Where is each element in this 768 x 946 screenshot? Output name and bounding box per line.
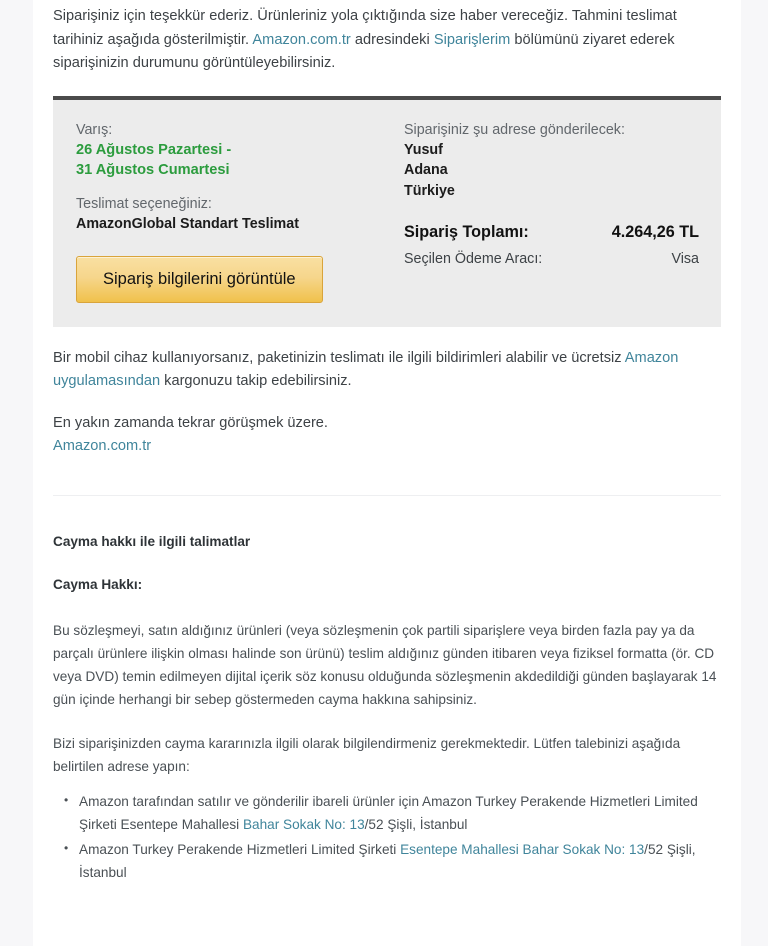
legal-address-list [53,790,721,884]
ship-to-name: Yusuf [404,141,443,158]
closing-line: En yakın zamanda tekrar görüşmek üzere. [53,414,328,431]
legal-paragraph-2: Bizi siparişinizden cayma kararınızla ilgili olarak bilgilendirmeniz gerekmektedir. Lütfen talebinizi aşağıda belirtilen adrese yapın: [53,735,681,774]
list-item [79,838,721,884]
ship-to-city: Adana [404,162,448,178]
bullet-0-post: /52 Şişli, İstanbul [364,816,468,832]
payment-method-row [404,251,699,267]
bullet-1-post: /52 Şişli, İstanbul [79,841,696,880]
email-body [33,0,741,946]
list-item [79,790,721,836]
bullet-1-pre: Amazon Turkey Perakende Hizmetleri Limited Şirketi [79,841,401,857]
my-orders-link[interactable]: Siparişlerim [433,31,511,48]
arrival-label: Varış: [76,121,113,138]
amazon-footer-link[interactable]: Amazon.com.tr [53,438,152,454]
bullet-0-pre: Amazon tarafından satılır ve gönderilir ibareli ürünler için Amazon Turkey Perakende Hizmetleri Limited Şirketi Esentepe Mahallesi [79,793,698,832]
mobile-note-part2: kargonuzu takip edebilirsiniz. [160,373,352,389]
payment-method-value: Visa [671,251,699,267]
payment-method-label: Seçilen Ödeme Aracı: [404,251,543,267]
order-total-row [404,223,699,242]
delivery-summary-box [53,96,721,327]
order-total-value: 4.264,26 TL [611,223,699,241]
shipping-option-label: Teslimat seçeneğiniz: [76,195,212,212]
amazon-home-link[interactable]: Amazon.com.tr [252,31,351,48]
arrival-date-line-1: 26 Ağustos Pazartesi - [76,141,232,158]
intro-text-part1: Siparişiniz için teşekkür ederiz. Ürünleriniz yola çıktığında size haber vereceğiz. Tahmini teslimat tarihiniz aşağıda gösterilmiştir. [53,8,677,48]
ship-to-country: Türkiye [404,182,455,199]
mobile-note-part1: Bir mobil cihaz kullanıyorsanız, paketinizin teslimatı ile ilgili bildirimleri alabilir ve ücretsiz [53,349,625,366]
ship-to-label: Siparişiniz şu adrese gönderilecek: [404,121,625,138]
bullet-1-address-link[interactable]: Esentepe Mahallesi Bahar Sokak No: 13 [400,841,645,857]
amazon-app-link[interactable]: Amazon uygulamasından [53,349,679,389]
intro-text-part3: bölümünü ziyaret ederek siparişinizin durumunu görüntüleyebilirsiniz. [53,31,675,71]
legal-section-heading: Cayma hakkı ile ilgili talimatlar [53,533,251,549]
intro-text-part2: adresindeki [350,31,434,48]
legal-paragraph-1: Bu sözleşmeyi, satın aldığınız ürünleri (veya sözleşmenin çok partili siparişlere veya birden fazla pay ya da parçalı ürünlere ilişkin olması halinde son ürünü) teslim aldığınız günden itibaren veya fiziksel formatta (ör. CD veya DVD) temin edilmeyen dijital içerik söz konusu olduğunda sözleşmenin akdedildiği günden başlayarak 14 gün içinde herhangi bir sebep göstermeden cayma hakkına sahipsiniz. [53,622,717,707]
order-total-label: Sipariş Toplamı: [404,223,529,241]
shipping-option-value: AmazonGlobal Standart Teslimat [76,215,299,232]
intro-paragraph [53,0,721,76]
view-order-details-button[interactable]: Sipariş bilgilerini görüntüle [76,256,323,303]
closing-paragraph [53,412,721,459]
mobile-app-paragraph [53,347,721,394]
bullet-0-address-link[interactable]: Bahar Sokak No: 13 [242,816,365,832]
delivery-left-column [53,120,404,304]
arrival-date-line-2: 31 Ağustos Cumartesi [76,162,230,178]
delivery-right-column [404,120,721,268]
legal-subheading: Cayma Hakkı: [53,576,143,592]
